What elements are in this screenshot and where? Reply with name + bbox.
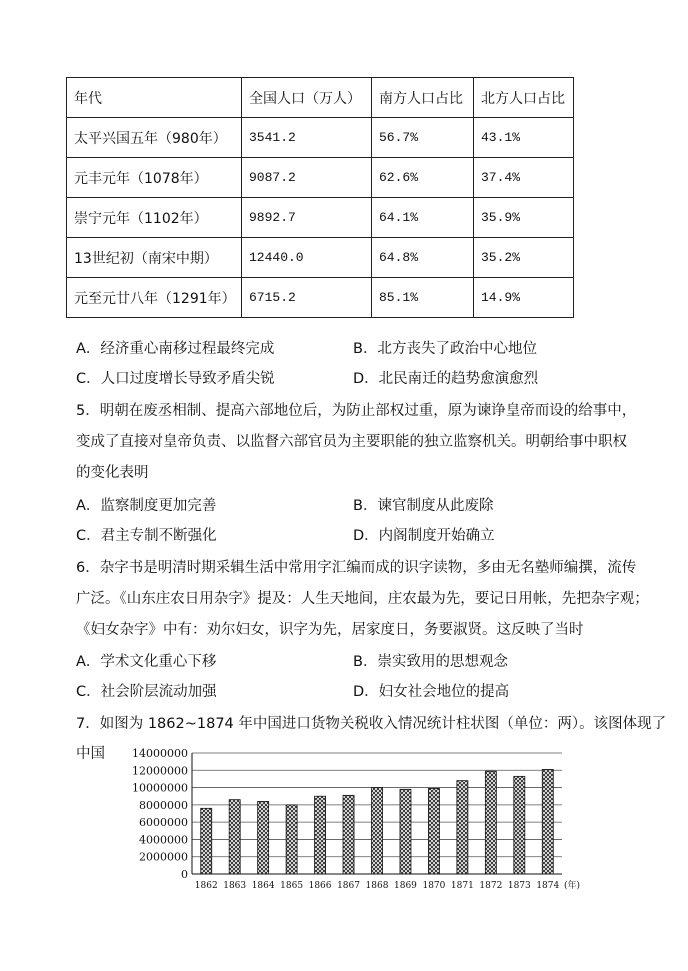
table-cell: 13世纪初（南宋中期） — [67, 238, 242, 278]
bar — [514, 776, 525, 874]
q4-option-b[interactable]: B．北方丧失了政治中心地位 — [353, 341, 537, 357]
x-tick-label: 1874 — [536, 881, 560, 891]
q6-option-c[interactable]: C．社会阶层流动加强 — [76, 684, 217, 700]
x-tick-label: 1870 — [422, 881, 446, 891]
bar — [229, 800, 240, 874]
y-tick-label: 14000000 — [132, 747, 188, 760]
table-cell: 12440.0 — [242, 238, 372, 278]
table-cell: 3541.2 — [242, 118, 372, 158]
table-cell: 元至元廿八年（1291年） — [67, 278, 242, 318]
y-tick-label: 4000000 — [139, 833, 188, 847]
population-table — [66, 77, 574, 318]
q5-stem-line-1: 5．明朝在废丞相制、提高六部地位后，为防止部权过重，原为谏诤皇帝而设的给事中， — [76, 403, 637, 419]
q6-option-b[interactable]: B．崇实致用的思想观念 — [353, 654, 508, 670]
q5-option-a[interactable]: A．监察制度更加完善 — [76, 498, 217, 514]
bar — [457, 781, 468, 874]
x-tick-label: 1873 — [507, 881, 531, 891]
table-header-cell: 南方人口占比 — [372, 78, 474, 118]
bar — [315, 796, 326, 874]
x-tick-label: 1863 — [223, 881, 247, 891]
q5-stem-line-3: 的变化表明 — [76, 465, 149, 481]
table-cell: 56.7% — [372, 118, 474, 158]
x-tick-label: 1862 — [194, 881, 218, 891]
table-row — [67, 198, 574, 238]
x-tick-label: 1868 — [365, 881, 389, 891]
q5-stem-line-2: 变成了直接对皇帝负责、以监督六部官员为主要职能的独立监察机关。明朝给事中职权 — [76, 434, 627, 450]
q6-stem-line-3: 《妇女杂字》中有：劝尔妇女，识字为先，居家度日，务要淑贤。这反映了当时 — [76, 622, 584, 638]
q4-option-c[interactable]: C．人口过度增长导致矛盾尖锐 — [76, 371, 275, 387]
x-tick-label: 1865 — [280, 881, 304, 891]
table-cell: 崇宁元年（1102年） — [67, 198, 242, 238]
x-tick-label: 1869 — [394, 881, 417, 891]
x-tick-label: 1867 — [337, 881, 360, 891]
tariff-bar-chart — [130, 745, 590, 895]
bar — [201, 808, 212, 874]
q7-stem-line-2: 中国 — [76, 746, 105, 762]
table-cell: 14.9% — [474, 278, 574, 318]
y-tick-label: 2000000 — [139, 850, 188, 864]
q6-stem-line-1: 6．杂字书是明清时期采辑生活中常用字汇编而成的识字读物，多由无名塾师编撰，流传 — [76, 560, 637, 576]
table-cell: 9087.2 — [242, 158, 372, 198]
x-tick-label: 1864 — [251, 881, 275, 891]
table-cell: 37.4% — [474, 158, 574, 198]
q4-option-a[interactable]: A．经济重心南移过程最终完成 — [76, 341, 275, 357]
table-cell: 85.1% — [372, 278, 474, 318]
bar — [258, 801, 269, 874]
bar — [286, 805, 297, 874]
table-cell: 太平兴国五年（980年） — [67, 118, 242, 158]
x-tick-label: 1871 — [450, 881, 474, 891]
bar — [400, 789, 411, 874]
q6-option-a[interactable]: A．学术文化重心下移 — [76, 654, 217, 670]
table-header-cell: 年代 — [67, 78, 242, 118]
table-row — [67, 278, 574, 318]
table-header-cell: 北方人口占比 — [474, 78, 574, 118]
table-cell: 6715.2 — [242, 278, 372, 318]
table-row — [67, 238, 574, 278]
bar — [485, 771, 496, 874]
table-header-row — [67, 78, 574, 118]
y-tick-label: 12000000 — [132, 764, 188, 778]
table-cell: 35.9% — [474, 198, 574, 238]
y-tick-label: 0 — [181, 868, 188, 881]
q4-option-d[interactable]: D．北民南迁的趋势愈演愈烈 — [353, 371, 539, 387]
bar — [542, 769, 553, 874]
table-cell: 62.6% — [372, 158, 474, 198]
q5-option-c[interactable]: C．君主专制不断强化 — [76, 528, 217, 544]
x-tick-label: 1872 — [479, 881, 503, 891]
bar — [428, 788, 439, 874]
table-cell: 64.8% — [372, 238, 474, 278]
y-tick-label: 6000000 — [139, 816, 188, 830]
q6-stem-line-2: 广泛。《山东庄农日用杂字》提及：人生天地间，庄农最为先，要记日用帐，先把杂字观； — [76, 591, 649, 607]
table-header-cell: 全国人口（万人） — [242, 78, 372, 118]
x-tick-label: 1866 — [308, 881, 332, 891]
q7-stem-line-1: 7．如图为 1862~1874 年中国进口货物关税收入情况统计柱状图（单位：两）。该图体现了 — [76, 716, 667, 732]
table-cell: 35.2% — [474, 238, 574, 278]
bar — [343, 795, 354, 874]
table-cell: 43.1% — [474, 118, 574, 158]
q5-option-d[interactable]: D．内阁制度开始确立 — [353, 528, 495, 544]
table-cell: 9892.7 — [242, 198, 372, 238]
q5-option-b[interactable]: B．谏官制度从此废除 — [353, 498, 494, 514]
y-tick-label: 10000000 — [132, 781, 188, 795]
table-cell: 64.1% — [372, 198, 474, 238]
table-row — [67, 118, 574, 158]
q6-option-d[interactable]: D．妇女社会地位的提高 — [353, 684, 510, 700]
table-cell: 元丰元年（1078年） — [67, 158, 242, 198]
bar — [372, 788, 383, 874]
table-row — [67, 158, 574, 198]
x-axis-label: (年) — [564, 881, 581, 891]
y-tick-label: 8000000 — [139, 798, 188, 812]
